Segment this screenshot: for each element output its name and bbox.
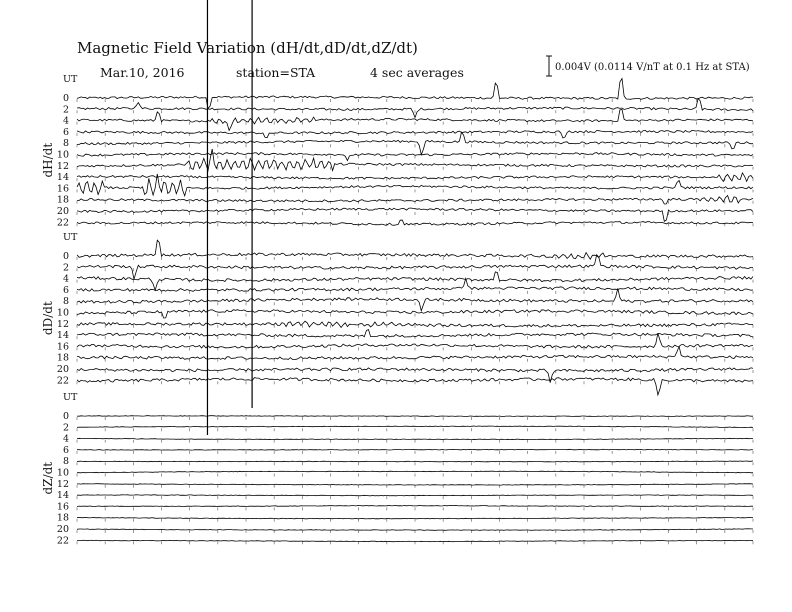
row-label: 6	[62, 126, 69, 138]
row-label: 18	[56, 512, 69, 524]
trace-dZ-6	[77, 449, 753, 450]
row-label: 4	[62, 115, 69, 127]
trace-dZ-10	[77, 471, 753, 473]
row-label: 22	[56, 217, 69, 229]
row-label: 0	[62, 251, 69, 262]
row-label: 8	[62, 138, 69, 150]
panel-label-dH: dH/dt	[41, 142, 55, 178]
row-label: 6	[62, 444, 69, 456]
panel-dH	[41, 74, 753, 228]
row-label: 12	[56, 318, 69, 330]
trace-dZ-0	[77, 416, 753, 417]
row-label: 18	[56, 352, 69, 364]
row-label: 16	[56, 341, 69, 353]
panel-dZ	[41, 392, 753, 546]
ut-label: UT	[63, 232, 78, 243]
trace-dZ-2	[77, 426, 753, 428]
station-label: station=STA	[236, 65, 316, 80]
row-label: 10	[56, 307, 69, 319]
row-label: 16	[56, 183, 69, 195]
row-label: 14	[56, 490, 69, 502]
chart-date: Mar.10, 2016	[100, 65, 185, 80]
trace-dD-14	[77, 330, 753, 338]
row-label: 10	[56, 467, 69, 479]
row-label: 20	[56, 206, 69, 217]
trace-dZ-12	[77, 484, 753, 485]
ut-label: UT	[63, 74, 78, 85]
row-label: 20	[56, 364, 69, 375]
trace-dD-0	[77, 240, 753, 259]
trace-dH-0	[77, 79, 753, 109]
row-label: 22	[56, 375, 69, 387]
row-label: 4	[62, 273, 69, 285]
row-label: 0	[62, 411, 69, 422]
ut-label: UT	[63, 392, 78, 403]
scale-bar	[546, 56, 552, 76]
row-label: 20	[56, 524, 69, 535]
averaging-label: 4 sec averages	[370, 65, 464, 80]
scale-note: 0.004V (0.0114 V/nT at 0.1 Hz at STA)	[555, 62, 750, 73]
row-label: 22	[56, 535, 69, 547]
trace-dD-22	[77, 378, 753, 395]
row-label: 12	[56, 478, 69, 490]
panel-label-dZ: dZ/dt	[41, 461, 55, 495]
row-label: 12	[56, 160, 69, 172]
row-label: 14	[56, 330, 69, 342]
trace-dZ-4	[77, 438, 753, 439]
trace-dZ-14	[77, 495, 753, 496]
panel-label-dD: dD/dt	[41, 301, 55, 336]
trace-dZ-22	[77, 540, 753, 541]
row-label: 2	[62, 422, 69, 434]
panel-dD	[41, 232, 753, 395]
row-label: 8	[62, 456, 69, 468]
row-label: 14	[56, 172, 69, 184]
trace-dZ-18	[77, 517, 753, 519]
row-label: 6	[62, 284, 69, 296]
row-label: 2	[62, 104, 69, 116]
trace-dZ-20	[77, 529, 753, 531]
trace-dZ-16	[77, 506, 753, 507]
row-label: 2	[62, 262, 69, 274]
row-label: 0	[62, 93, 69, 104]
chart-title: Magnetic Field Variation (dH/dt,dD/dt,dZ/dt)	[77, 39, 418, 57]
row-label: 10	[56, 149, 69, 161]
row-label: 18	[56, 194, 69, 206]
trace-dZ-8	[77, 461, 753, 462]
row-label: 4	[62, 433, 69, 445]
row-label: 16	[56, 501, 69, 513]
panels-group	[41, 74, 753, 546]
row-label: 8	[62, 296, 69, 308]
